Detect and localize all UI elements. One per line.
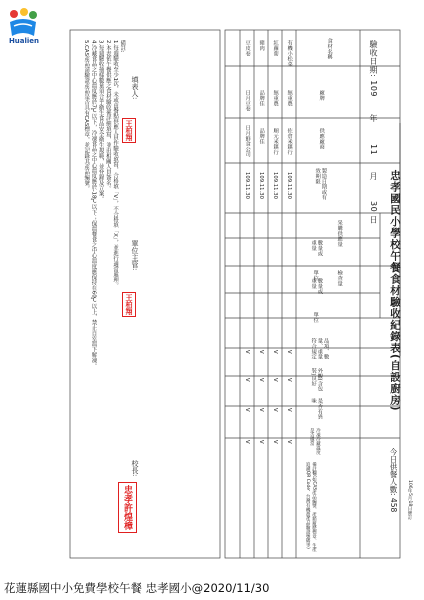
row-q4: V: [286, 440, 293, 444]
inspector-label: 填表人:: [131, 76, 139, 100]
header-q4: 冷凍冷藏溫度是否適當: [309, 428, 321, 455]
row-expiry: 109.11.30: [286, 172, 293, 199]
today-value: 458: [389, 497, 398, 513]
row-q1: V: [258, 350, 265, 354]
unit-head-stamp: 王柏翔: [122, 292, 136, 317]
row-q4: V: [272, 440, 279, 444]
principal-stamp: 忠孝許煌樟: [118, 482, 137, 533]
today-label: 今日供餐人數:: [389, 448, 398, 496]
header-expiry: 製造日期或有效期限: [314, 168, 327, 200]
row-brand: 日月豆卷: [244, 90, 251, 112]
form-revision-date: 106年5月18日修訂: [407, 480, 412, 520]
note-line: 2.本表依午餐供應之食材驗收後詳細填寫，並由相關人員簽名。: [104, 40, 111, 191]
row-supplier: 順元米鎮行: [272, 128, 279, 155]
row-name: 豬肉: [258, 40, 265, 51]
row-q3: V: [244, 408, 251, 412]
header-check-group: 檢查量: [336, 270, 343, 286]
row-brand: 無重農: [286, 90, 293, 106]
header-order-group: 采購供應量: [336, 220, 343, 247]
row-name: 有機小松菜: [286, 40, 293, 67]
row-brand: 無重農: [272, 90, 279, 106]
row-q3: V: [258, 408, 265, 412]
row-name: 豆皮卷: [244, 40, 251, 56]
date-day: 30: [369, 201, 378, 213]
note-line: 1.每週驗收至少1次，未或由餐點供應人員作驗收填寫，合格填「V」，不合格填「X」，並進行適當處理。: [112, 40, 119, 289]
date-month: 11: [369, 143, 378, 155]
row-q1: V: [272, 350, 279, 354]
row-q2: V: [286, 378, 293, 382]
note-line: 4.冷藏食品之中心溫度應於7℃以下，冷凍食品之中心溫度應於-18℃以下；保溫餐食之中心溫度應保持在60℃以上，禁止自室溫下解凍。: [90, 40, 97, 369]
row-q2: V: [272, 378, 279, 382]
row-supplier: 品牌佳: [258, 128, 265, 144]
header-order-qty: 數量或重量: [310, 240, 323, 256]
inspection-date: 驗收日期: 109 年 11 月 30 日: [369, 40, 378, 225]
row-q4: V: [244, 440, 251, 444]
hualien-logo-icon: [6, 6, 40, 40]
date-year: 109: [369, 80, 378, 98]
header-q2: 外觀(含包裝)良好: [310, 368, 323, 392]
logo-text: Hualien: [8, 37, 40, 45]
note-line: 5.CAS產品請驗證產品是否具有CAS標章，並記錄其產品編號。: [83, 40, 90, 192]
notes-block: [82, 40, 125, 550]
row-supplier: 日月鮮食公司: [244, 125, 251, 157]
footer-caption: 花蓮縣國中小免費學校午餐 忠孝國小@2020/11/30: [4, 581, 270, 595]
row-expiry: 109.11.30: [258, 172, 265, 199]
date-label: 驗收日期:: [369, 40, 378, 78]
row-expiry: 109.11.30: [244, 172, 251, 199]
header-supplier: 供應廠商: [318, 128, 325, 150]
row-supplier: 佐倉米鎮行: [286, 128, 293, 155]
unit-head-label: 單位主管:: [131, 240, 139, 271]
inspector-stamp: 王柏翔: [122, 118, 136, 143]
row-expiry: 109.11.30: [272, 172, 279, 199]
header-name: 食材名稱: [326, 38, 333, 60]
note-line: 3.每週驗收抽樣數量須合乎衛生食品安全衛生規範，並登錄及立案。: [97, 40, 104, 202]
header-remark: 備註欄(如CAS產品編號、產銷履歷標章、生產追溯QR Code、台灣有機農產品驗證號碼等): [305, 462, 317, 552]
row-q1: V: [286, 350, 293, 354]
row-q2: V: [244, 378, 251, 382]
row-q3: V: [286, 408, 293, 412]
row-q2: V: [258, 378, 265, 382]
principal-label: 校長:: [131, 460, 139, 477]
notes-label: 備註:: [119, 40, 126, 53]
header-check-unit: 單位: [312, 312, 319, 323]
row-name: 紅蘿蔔: [272, 40, 279, 56]
today-count: [388, 448, 399, 512]
row-q3: V: [272, 408, 279, 412]
header-q1: 品項、數量、重量符合規定: [310, 338, 329, 360]
row-q1: V: [244, 350, 251, 354]
row-q4: V: [258, 440, 265, 444]
header-check-qty: 數量或重量: [310, 278, 323, 294]
page-title: 忠孝國民小學校午餐食材驗收紀錄表(自設廚房): [389, 170, 401, 412]
row-brand: 品牌佳: [258, 90, 265, 106]
header-brand: 廠牌: [318, 90, 325, 101]
header-order-unit: 單位: [312, 270, 319, 281]
header-q3: 是否有異味: [310, 398, 323, 420]
